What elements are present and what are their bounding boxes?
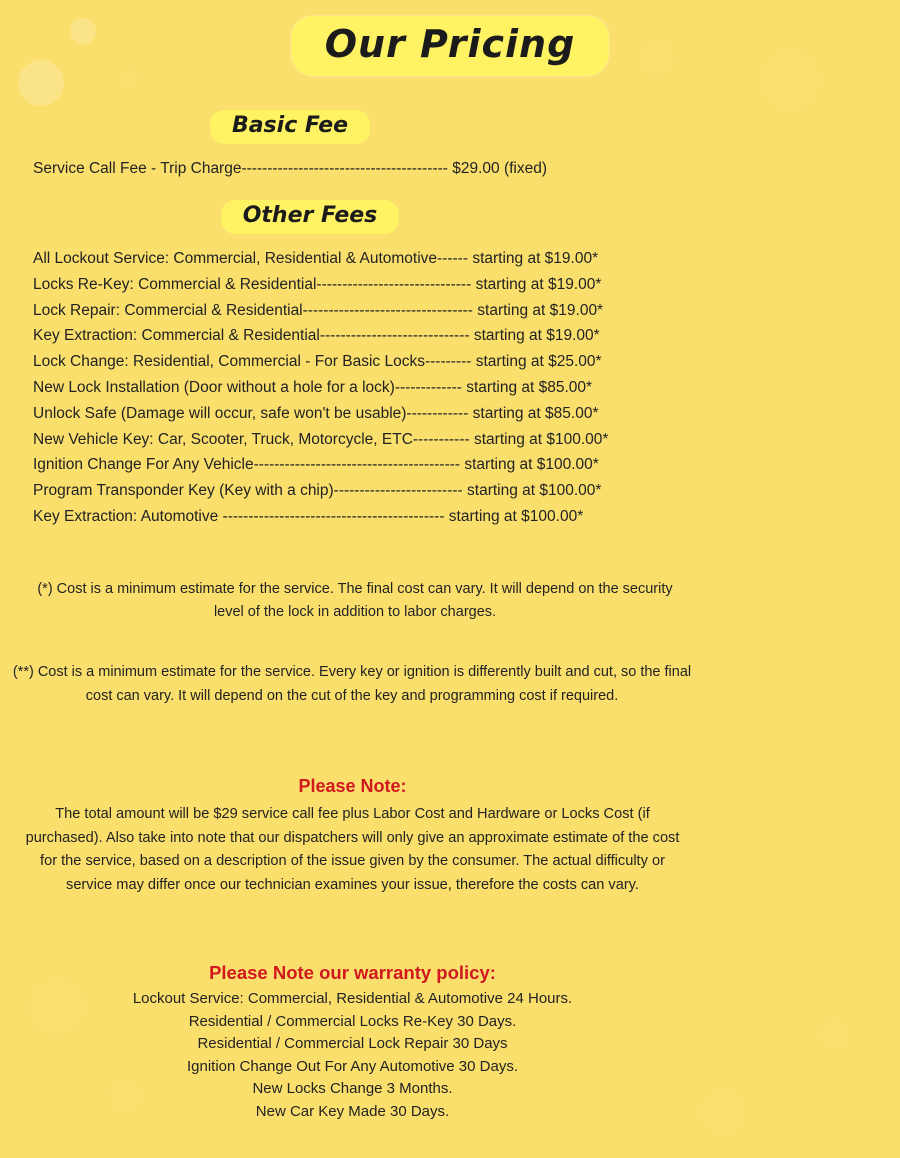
warranty-heading: Please Note our warranty policy: xyxy=(209,962,496,983)
fee-label: Unlock Safe (Damage will occur, safe won't be usable)------------ xyxy=(33,404,469,422)
fee-row xyxy=(33,504,683,530)
page-title-pill xyxy=(291,16,610,76)
section-heading-basic-fee xyxy=(30,110,550,144)
fee-price: starting at $19.00* xyxy=(472,250,599,267)
basic-fee-row xyxy=(33,160,673,178)
bokeh-dot xyxy=(700,1090,744,1134)
fee-price: starting at $100.00* xyxy=(473,430,609,448)
fee-label: Program Transponder Key (Key with a chip)------------------------- xyxy=(33,482,463,500)
fee-label: New Vehicle Key: Car, Scooter, Truck, Motorcycle, ETC----------- xyxy=(33,430,470,448)
fee-row xyxy=(33,246,683,272)
fee-price: starting at $19.00* xyxy=(477,301,604,319)
warranty-line: New Locks Change 3 Months. xyxy=(252,1080,453,1098)
service-badge-column xyxy=(670,140,900,970)
fee-row xyxy=(33,272,683,298)
page-title xyxy=(0,16,900,76)
basic-fee-label: Service Call Fee - Trip Charge---------------------------------------- xyxy=(33,160,448,177)
please-note-block xyxy=(20,776,685,897)
fee-price: starting at $100.00* xyxy=(467,482,602,500)
fee-row xyxy=(33,427,683,453)
basic-fee-heading-text: Basic Fee xyxy=(231,113,349,138)
fee-label: Lock Repair: Commercial & Residential--------------------------------- xyxy=(33,301,473,319)
fee-label: Locks Re-Key: Commercial & Residential------------------------------ xyxy=(33,275,472,293)
basic-fee-pill xyxy=(210,110,370,144)
bokeh-dot xyxy=(820,1020,848,1048)
fee-label: New Lock Installation (Door without a hole for a lock)------------- xyxy=(33,378,462,396)
fee-label: Lock Change: Residential, Commercial - For Basic Locks--------- xyxy=(33,353,472,371)
fee-price: starting at $85.00* xyxy=(472,404,599,422)
fee-row xyxy=(33,375,683,401)
fee-row xyxy=(33,478,683,504)
other-fees-pill xyxy=(221,200,400,234)
fee-price: starting at $19.00* xyxy=(475,275,602,293)
other-fees-heading-text: Other Fees xyxy=(242,203,378,228)
warranty-line: Residential / Commercial Lock Repair 30 Days xyxy=(197,1035,508,1053)
warranty-line: New Car Key Made 30 Days. xyxy=(255,1102,450,1120)
fee-label: Key Extraction: Automotive ------------------------------------------- xyxy=(33,507,445,525)
fee-row xyxy=(33,323,683,349)
fee-row xyxy=(33,298,683,324)
footnote-double-star: (**) Cost is a minimum estimate for the service. Every key or ignition is differently built and cut, so the final cost can vary. It will depend on the cut of the key and programming cost if required. xyxy=(12,664,692,704)
fee-label: Key Extraction: Commercial & Residential----------------------------- xyxy=(33,327,470,345)
fee-price: starting at $100.00* xyxy=(448,507,584,525)
warranty-line: Lockout Service: Commercial, Residential & Automotive 24 Hours. xyxy=(132,990,573,1007)
warranty-line: Residential / Commercial Locks Re-Key 30 Days. xyxy=(188,1012,517,1030)
other-fees-list xyxy=(33,246,683,530)
fee-price: starting at $85.00* xyxy=(466,378,593,396)
please-note-body: The total amount will be $29 service call fee plus Labor Cost and Hardware or Locks Cost (if purchased). Also take into note that our dispatchers will only give an approximate estimate of the cost for the service, based on a description of the issue given by the consumer. The actual difficulty or service may differ once our technician examines your issue, therefore the costs can vary. xyxy=(25,806,680,893)
page-title-text: Our Pricing xyxy=(324,22,576,66)
basic-fee-price: $29.00 (fixed) xyxy=(452,160,548,177)
fee-price: starting at $100.00* xyxy=(464,456,599,474)
warranty-line: Ignition Change Out For Any Automotive 30 Days. xyxy=(186,1057,519,1075)
fee-row xyxy=(33,452,683,478)
fee-price: starting at $25.00* xyxy=(475,353,602,371)
footnote-single-star: (*) Cost is a minimum estimate for the service. The final cost can vary. It will depend on the security level of the lock in addition to labor charges. xyxy=(37,581,673,620)
fee-label: Ignition Change For Any Vehicle---------------------------------------- xyxy=(33,456,461,474)
section-heading-other-fees xyxy=(30,200,590,234)
warranty-block xyxy=(20,962,685,1124)
fee-row xyxy=(33,349,683,375)
fee-price: starting at $19.00* xyxy=(473,327,600,345)
fee-label: All Lockout Service: Commercial, Residential & Automotive------ xyxy=(33,250,468,267)
please-note-heading: Please Note: xyxy=(298,776,407,796)
fee-row xyxy=(33,401,683,427)
